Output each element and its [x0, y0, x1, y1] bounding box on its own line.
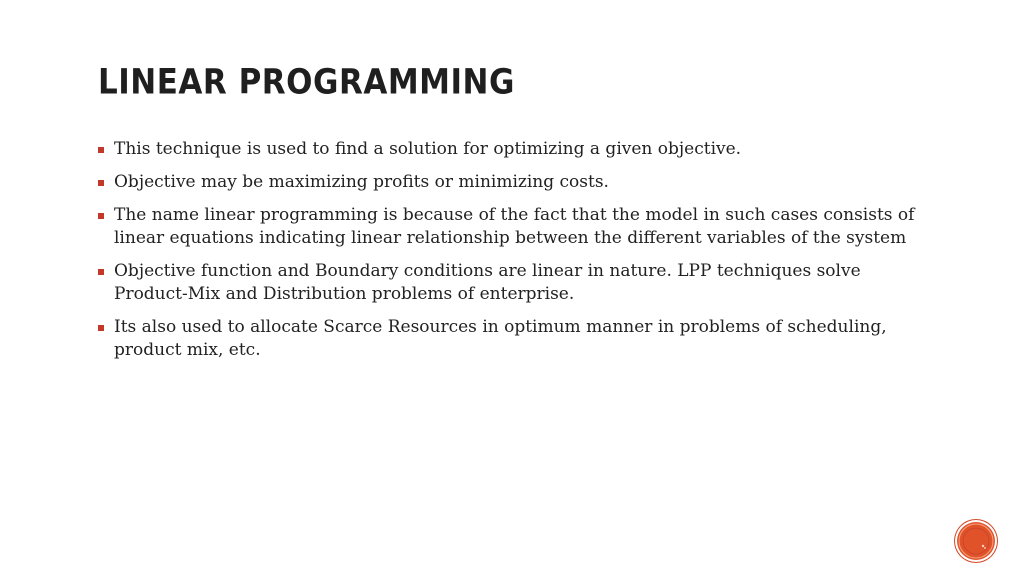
bullet-text: Objective function and Boundary conditions are linear in nature. LPP techniques solve Product-Mix and Distribution problems of enterprise. [114, 261, 861, 304]
bullet-item [96, 171, 916, 194]
bullet-text: This technique is used to find a solution for optimizing a given objective. [114, 139, 742, 159]
slide-nav-button[interactable] [957, 522, 995, 560]
bullet-item [96, 316, 916, 362]
square-bullet-icon [98, 269, 104, 275]
bullet-item [96, 138, 916, 161]
bullet-text: Its also used to allocate Scarce Resources in optimum manner in problems of scheduling, product mix, etc. [114, 317, 887, 360]
square-bullet-icon [98, 180, 104, 186]
bullet-item [96, 260, 916, 306]
square-bullet-icon [98, 325, 104, 331]
bullet-text: Objective may be maximizing profits or minimizing costs. [114, 172, 609, 192]
square-bullet-icon [98, 147, 104, 153]
bullet-list [96, 138, 916, 372]
bullet-item [96, 204, 916, 250]
square-bullet-icon [98, 213, 104, 219]
slide-title: LINEAR PROGRAMMING [98, 62, 515, 103]
slide-nav-icon [957, 522, 995, 560]
bullet-text: The name linear programming is because of the fact that the model in such cases consists of linear equations indicating linear relationship between the different variables of the system [114, 205, 915, 248]
